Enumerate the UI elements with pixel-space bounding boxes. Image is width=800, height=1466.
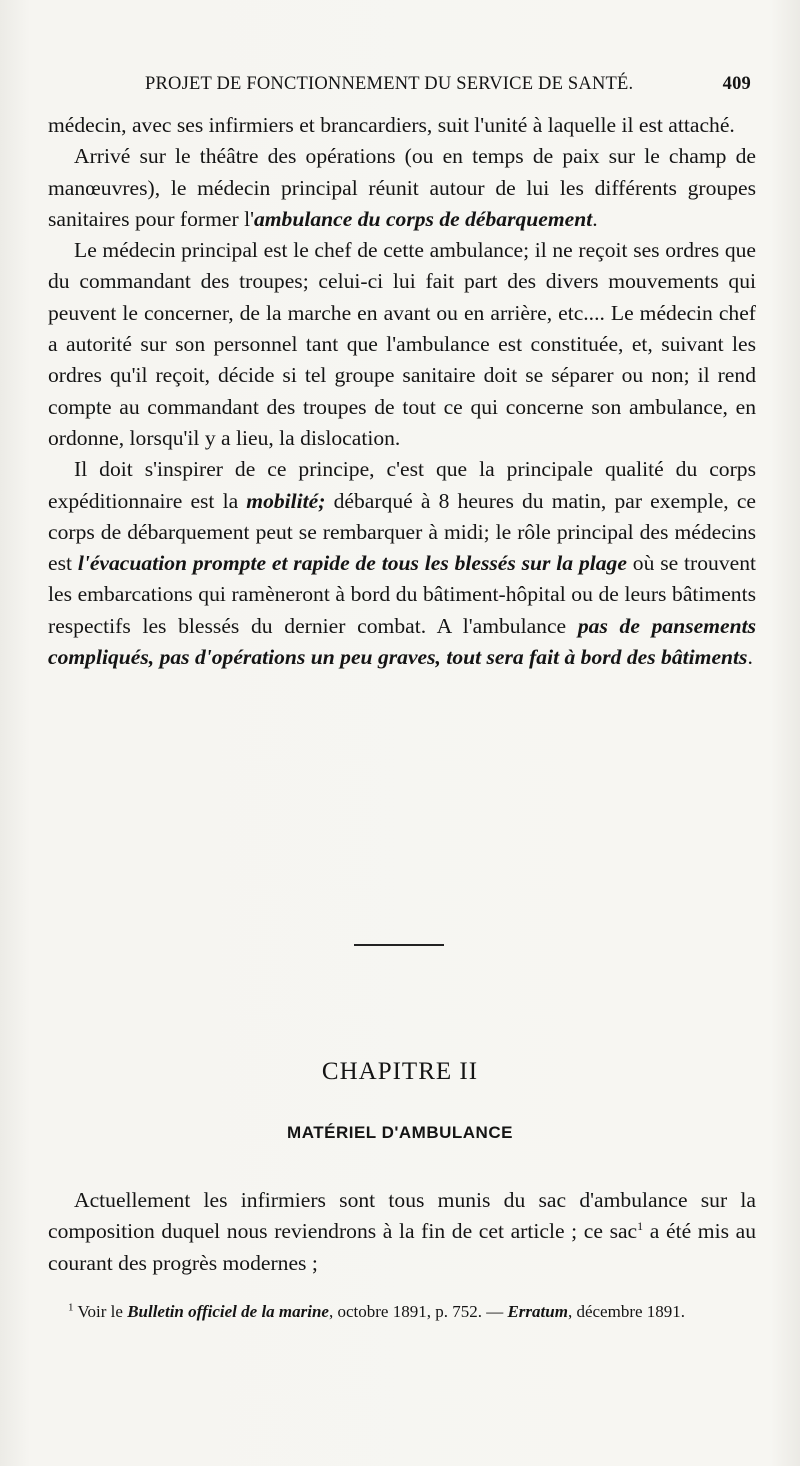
section-title: MATÉRIEL D'AMBULANCE: [287, 1123, 513, 1142]
text-run: où se trouvent les embarcations qui ramèneront à bord du bâtiment-hôpital ou de leurs bâtiments respectifs les blessés du dernier combat. A l'ambulance: [48, 551, 756, 638]
text-run: Le médecin principal est le chef de cette ambulance; il ne reçoit ses ordres que du commandant des troupes; celui-ci lui fait part des divers mouvements qui peuvent le concerner, de la marche en avant ou en arrière, etc.... Le médecin chef a autorité sur son personnel tant que l'ambulance est constituée, et, suivant les ordres qu'il reçoit, décide si tel groupe sanitaire doit se séparer ou non; il rend compte au commandant des troupes de tout ce qui concerne son ambulance, en ordonne, lorsqu'il y a lieu, la dislocation.: [48, 238, 756, 450]
text-run: Arrivé sur le théâtre des opérations (ou en temps de paix sur le champ de manœuvres), le médecin principal réunit autour de lui les différents groupes sanitaires pour former l': [48, 144, 756, 231]
paragraph-1: [48, 110, 756, 141]
italic-run: Erratum: [507, 1302, 568, 1321]
page-number: 409: [722, 74, 751, 94]
section-divider: [354, 944, 444, 946]
text-run: .: [747, 645, 753, 670]
italic-run: pas de pansements compliqués, pas d'opérations un peu graves, tout sera fait à bord des bâtiments: [48, 613, 757, 670]
text-run: médecin, avec ses infirmiers et brancardiers, suit l'unité à laquelle il est attaché.: [48, 113, 735, 137]
running-header: [0, 74, 800, 96]
text-run: Il doit s'inspirer de ce principe, c'est que la principale qualité du corps expéditionnaire est la: [48, 457, 756, 513]
chapter-text: [48, 1185, 756, 1279]
text-run: Voir le: [73, 1302, 128, 1321]
text-run: débarqué à 8 heures du matin, par exemple, ce corps de débarquement peut se rembarquer à midi; le rôle principal des médecins est: [48, 488, 757, 576]
footnote-reference: 1: [637, 1219, 644, 1234]
running-title: PROJET DE FONCTIONNEMENT DU SERVICE DE SANTÉ.: [145, 74, 634, 94]
italic-run: Bulletin officiel de la marine: [127, 1302, 329, 1321]
footnote: [48, 1301, 756, 1322]
paragraph-4: [48, 454, 756, 673]
text-run: , décembre 1891.: [567, 1302, 686, 1321]
paragraph-5: [48, 1185, 756, 1279]
main-text: [48, 110, 756, 673]
footnote-text: [48, 1301, 756, 1322]
italic-run: mobilité;: [246, 488, 326, 513]
italic-run: ambulance du corps de débarquement: [253, 206, 593, 231]
italic-run: l'évacuation prompte et rapide de tous les blessés sur la plage: [77, 551, 627, 576]
text-run: a été mis au courant des progrès modernes ;: [48, 1219, 756, 1275]
chapter-title: CHAPITRE II: [321, 1058, 479, 1085]
text-run: , octobre 1891, p. 752. —: [328, 1302, 508, 1321]
text-run: .: [592, 206, 598, 231]
paragraph-2: [48, 141, 756, 235]
footnote-marker: 1: [68, 1301, 74, 1314]
text-run: Actuellement les infirmiers sont tous munis du sac d'ambulance sur la composition duquel nous reviendrons à la fin de cet article ; ce sac: [48, 1188, 756, 1244]
paragraph-3: [48, 235, 756, 454]
